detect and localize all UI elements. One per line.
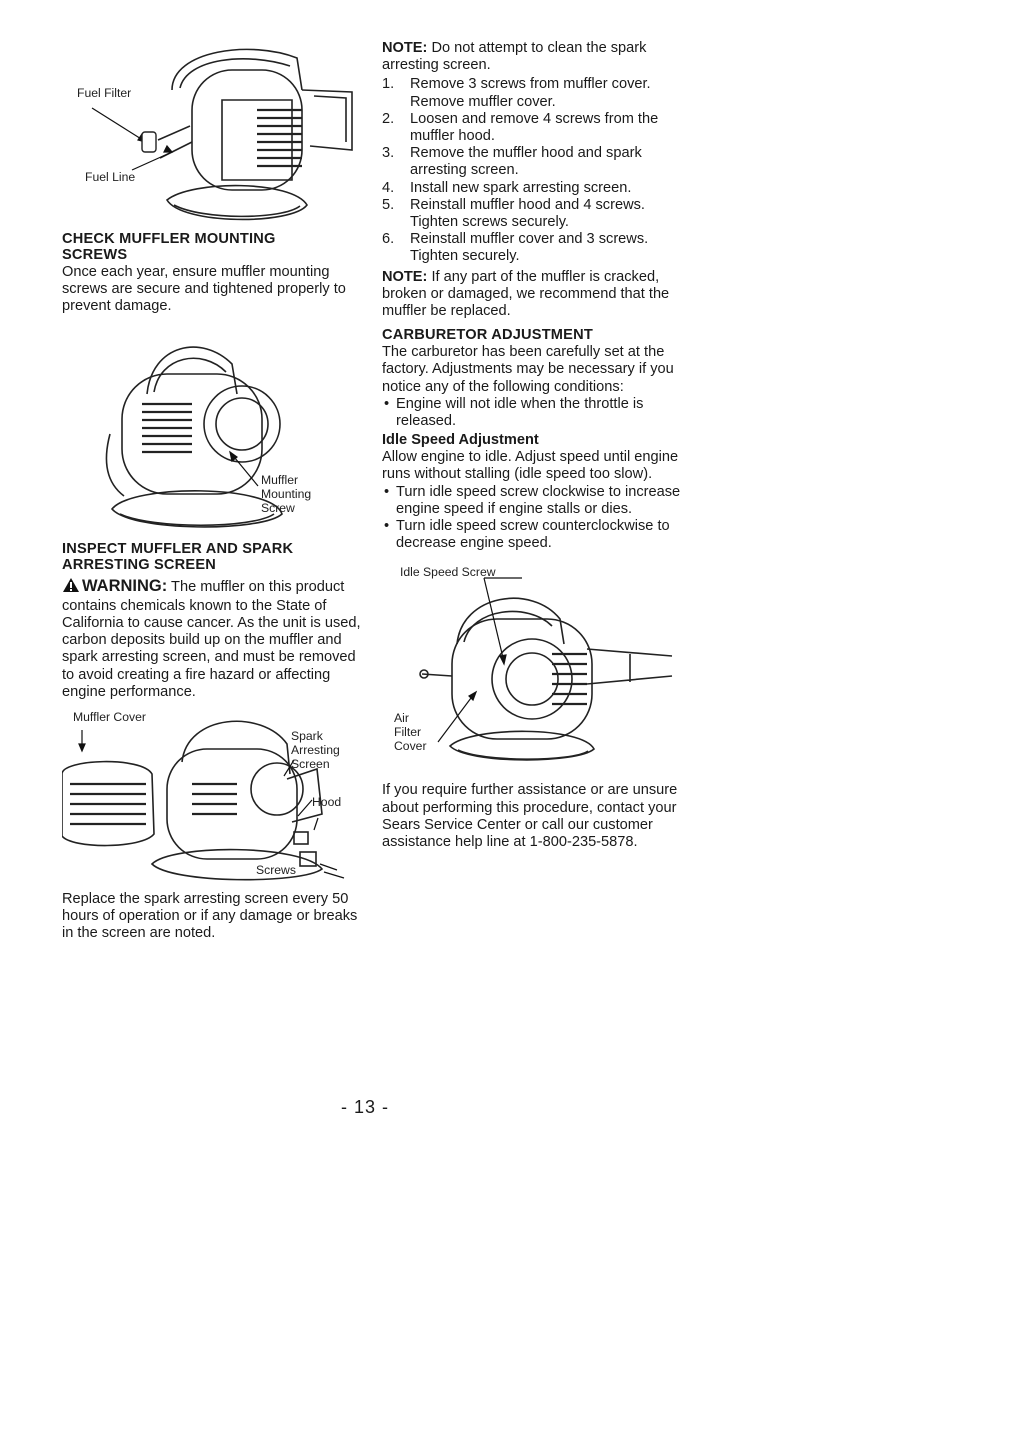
replacement-steps (382, 76, 682, 265)
replace-paragraph: Replace the spark arresting screen every 50 hours of operation or if any damage or breaks in the screen are noted. (62, 891, 358, 942)
fuel-filter-label: Fuel Filter (77, 86, 132, 100)
spark-screen-figure (62, 704, 362, 888)
fuel-line-label: Fuel Line (85, 170, 136, 184)
step-number: 6. (382, 231, 395, 248)
idle-speed-screw-label: Idle Speed Screw (400, 565, 496, 580)
idle-speed-body: Allow engine to idle. Adjust speed until engine runs without stalling (idle speed too slow). (382, 449, 679, 483)
step-text: Remove the muffler hood and spark arresting screen. (410, 145, 642, 179)
spark-label: Spark (291, 729, 323, 744)
note-no-clean (382, 40, 682, 74)
list-item (382, 396, 682, 430)
screen-label: Screen (291, 757, 330, 772)
bullet-text: Turn idle speed screw counterclockwise to decrease engine speed. (396, 518, 670, 552)
check-muffler-body: Once each year, ensure muffler mounting screws are secure and tightened properly to prevent damage. (62, 264, 346, 315)
list-item (382, 76, 682, 110)
blower-side-illustration (382, 564, 682, 774)
muffler-engine-illustration (62, 324, 362, 538)
heading-line: CHECK MUFFLER MOUNTING (62, 231, 276, 247)
idle-speed-steps (382, 484, 682, 553)
right-column (382, 40, 682, 851)
step-text: Reinstall muffler cover and 3 screws. Tighten securely. (410, 231, 649, 265)
heading-line: INSPECT MUFFLER AND SPARK (62, 540, 294, 557)
mounting-label: Mounting (261, 486, 312, 501)
warning-text: The muffler on this product contains chemicals known to the State of California to cause cancer. As the unit is used, carbon deposits build up on the muffler and spark arresting screen, and must be removed to avoid creating a fire hazard or affecting engine performance. (62, 578, 361, 700)
step-number: 2. (382, 110, 395, 127)
blower-engine-illustration (62, 30, 362, 228)
idle-speed-heading: Idle Speed Adjustment (382, 432, 539, 449)
step-number: 3. (382, 145, 395, 162)
list-item (382, 231, 682, 265)
screws-label: Screws (256, 863, 296, 878)
list-item (382, 111, 682, 145)
step-number: 1. (382, 76, 395, 93)
air-label: Air (394, 711, 409, 726)
screw-label: Screw (261, 500, 295, 515)
step-text: Remove 3 screws from muffler cover. Remove muffler cover. (410, 76, 651, 110)
note-label: NOTE: (382, 40, 428, 56)
bullet-icon: • (384, 483, 390, 500)
step-text: Install new spark arresting screen. (410, 179, 632, 196)
step-number: 4. (382, 179, 395, 196)
assistance-paragraph: If you require further assistance or are unsure about performing this procedure, contact your Sears Service Center or call our customer assistance help line at 1-800-235-5878. (382, 782, 678, 851)
arresting-label: Arresting (291, 743, 340, 758)
muffler-cover-label: Muffler Cover (73, 710, 146, 725)
inspect-heading (62, 541, 362, 573)
bullet-text: Turn idle speed screw clockwise to increase engine speed if engine stalls or dies. (396, 483, 681, 517)
note-text: If any part of the muffler is cracked, broken or damaged, we recommend that the muffler be replaced. (382, 268, 670, 320)
bullet-text: Engine will not idle when the throttle is released. (396, 395, 644, 430)
bullet-icon: • (384, 518, 390, 535)
warning-paragraph (62, 577, 362, 701)
list-item (382, 518, 682, 552)
cover-label: Cover (394, 739, 427, 754)
warning-word: WARNING: (82, 576, 168, 595)
heading-line: ARRESTING SCREEN (62, 556, 217, 573)
carburetor-heading: CARBURETOR ADJUSTMENT (382, 327, 593, 344)
note-label: NOTE: (382, 268, 428, 285)
step-text: Reinstall muffler hood and 4 screws. Tighten screws securely. (410, 196, 645, 231)
carburetor-body: The carburetor has been carefully set at the factory. Adjustments may be necessary if you notice any of the following conditions: (382, 344, 674, 395)
filter-label: Filter (394, 725, 422, 740)
muffler-label: Muffler (261, 472, 299, 487)
note-replace-muffler (382, 269, 682, 321)
list-item (382, 197, 682, 231)
page-number: - 13 - (341, 1097, 390, 1117)
bullet-icon: • (384, 395, 390, 412)
list-item (382, 484, 682, 518)
list-item (382, 145, 682, 179)
check-muffler-heading (62, 231, 362, 263)
note-text: Do not attempt to clean the spark arresting screen. (382, 40, 647, 74)
warning-icon (62, 577, 80, 598)
step-number: 5. (382, 196, 395, 213)
step-text: Loosen and remove 4 screws from the muffler hood. (410, 110, 659, 145)
muffler-mounting-figure (62, 324, 362, 538)
carburetor-conditions (382, 396, 682, 430)
heading-line: SCREWS (62, 247, 128, 263)
hood-label: Hood (312, 795, 342, 810)
list-item (382, 180, 682, 197)
idle-speed-figure (382, 564, 682, 774)
left-column (62, 30, 362, 943)
fuel-filter-figure (62, 30, 362, 228)
